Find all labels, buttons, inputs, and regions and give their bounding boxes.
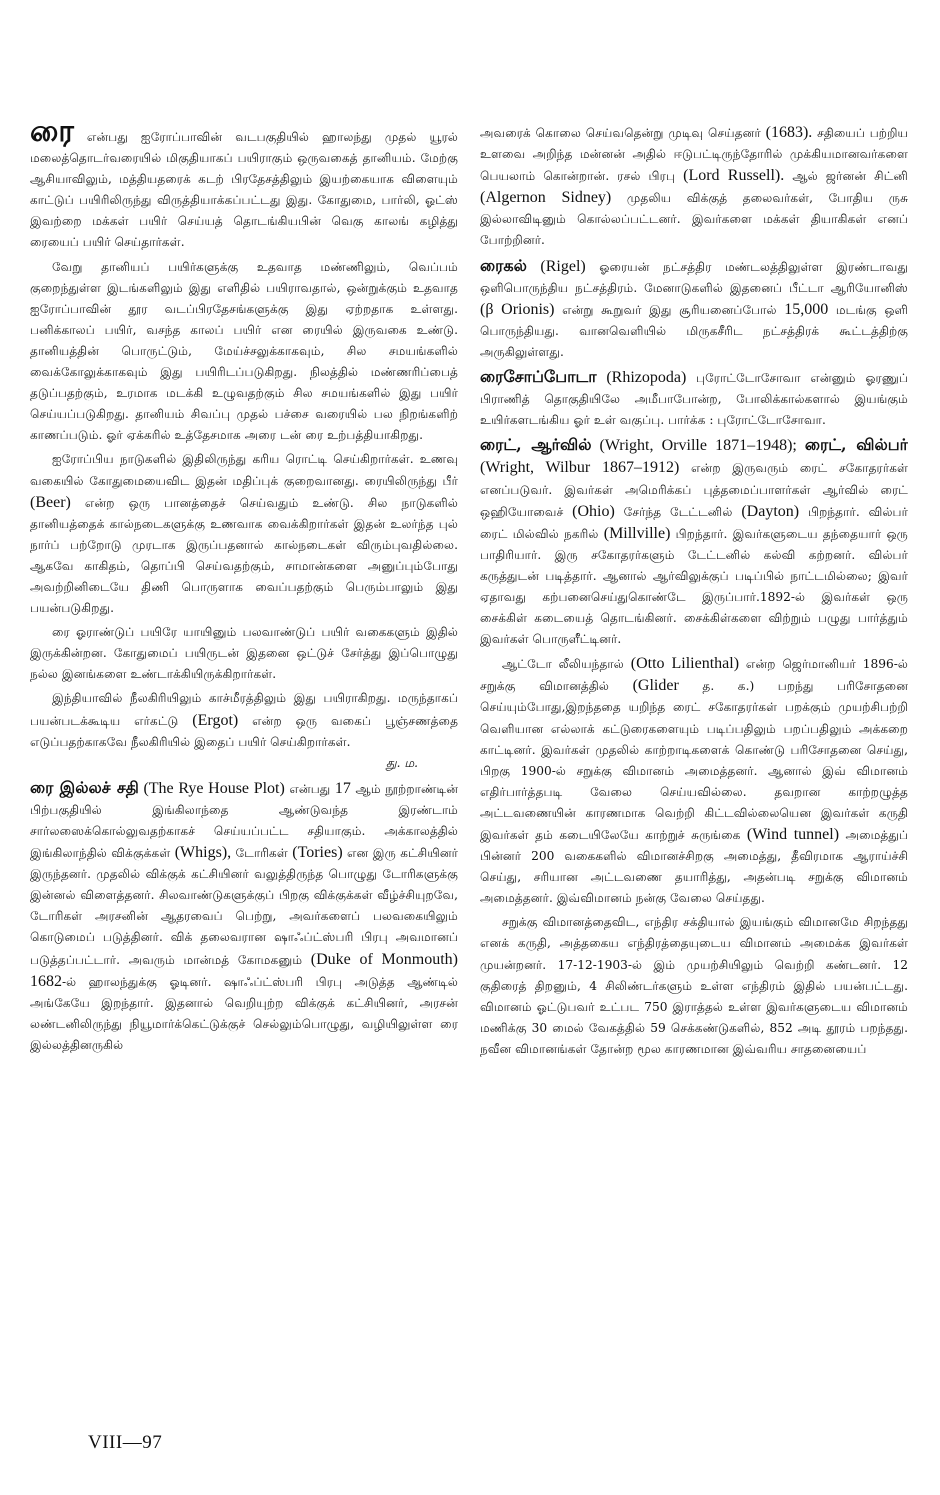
latin-term: (Ergot) (192, 711, 239, 729)
headword: ரைசோப்போடா (480, 367, 597, 387)
body-text: டோரிகள் (235, 846, 288, 861)
body-text: அவரைக் கொலை செய்வதென்று முடிவு செய்தனர் (480, 126, 761, 140)
body-text: -ல் ஹாலந்துக்கு ஓடினர். ஷாஃப்ட்ஸ்பரி பிரபு அடுத்த ஆண்டில் அங்கேயே இறந்தார். இதனால் வெறியுற்ற விக்குக் கட்சியினர், அரசன் லண்டனிலிருந்து நியூமார்க்கெட்டுக்குச் செல்லும்பொழுது, வழியிலுள்ள ரை இல்லத்தினருகில் (30, 974, 458, 1052)
headword: ரை (30, 122, 74, 149)
body-text: என இரு கட்சியினர் இருந்தனர். முதலில் விக்குக் கட்சியினர் வலுத்திருந்த பொழுது டோரிகளுக்கு இன்னல் விளைத்தனர். சிலவாண்டுகளுக்குப் பிறகு விக்குக்கள் வீழ்ச்சியுறவே, டோரிகள் அரசனின் ஆதரவைப் பெற்று, அவர்களைப் பலவகையிலும் கொடுமைப் படுத்தினர். விக் தலைவரான ஷாஃப்ட்ஸ்பரி பிரபு அவமானப் படுத்தப்பட்டார். அவரும் மான்மத் கோமகனும் (30, 846, 458, 967)
paragraph (30, 257, 458, 447)
headword: ரைகல் (480, 255, 527, 275)
body-text: முதலிய விக்குத் தலைவர்கள், போதிய ருசு இல்லாவிடினும் கொல்லப்பட்டனர். இவர்களை மக்கள் தியாகிகள் எனப் போற்றினர். (480, 191, 908, 248)
latin-term: (Wright, Orville 1871–1948); (599, 437, 797, 455)
latin-term: (Wind tunnel) (746, 826, 840, 843)
paragraph (30, 622, 458, 685)
body-text: புரோட்டோசோவா என்னும் ஓரணுப் பிராணித் தொகுதியிலே அமீபாபோன்ற, போலிக்கால்களால் இயங்கும் உயிர்களடங்கிய ஓர் உள் வகுப்பு. பார்க்க : புரோட்டோசோவா. (480, 371, 908, 428)
latin-term: (Lord Russell). (683, 167, 785, 185)
paragraph (480, 912, 908, 1060)
latin-term: (Dayton) (741, 502, 800, 520)
body-text: ஓரையன் நட்சத்திர மண்டலத்திலுள்ள இரண்டாவது ஒளிபொருந்திய நட்சத்திரம். மேனாடுகளில் இதனைப் பீட்டா ஆரியோனிஸ் (480, 259, 908, 295)
latin-term: (Rhizopoda) (606, 369, 687, 387)
body-text: என்ற ஒரு பானத்தைச் செய்வதும் உண்டு. சில நாடுகளில் தானியத்தைக் கால்நடைகளுக்கு உணவாக வைக்கிறார்கள் இதன் உலர்ந்த புல் நார்ப் பற்றோடு முரடாக இருப்பதனால் கால்நடைகள் விரும்புவதில்லை. ஆகவே காகிதம், தொப்பி செய்வதற்கும், சாமான்களை அனுப்பும்போது அவற்றினிடையே திணி பொருளாக வைப்பதற்கும் பெரும்பாலும் இது பயன்படுகிறது. (30, 495, 458, 616)
latin-term: (Wright, Wilbur 1867–1912) (480, 459, 680, 477)
entry-rigel (480, 255, 908, 363)
body-text: ஐரோப்பிய நாடுகளில் இதிலிருந்து கரிய ரொட்டி செய்கிறார்கள். உணவு வகையில் கோதுமையைவிட இதன் மதிப்புக் குறைவானது. ரையிலிருந்து பீர் (30, 452, 458, 488)
body-text: என்ற இருவரும் ரைட் சகோதரர்கள் எனப்படுவர். இவர்கள் அமெரிக்கப் புத்தமைப்பாளர்கள் ஆர்வில் ரைட் ஒஹியோவைச் (480, 461, 908, 519)
headword: ரை இல்லச் சதி (30, 777, 139, 797)
body-text: என்பது (289, 781, 331, 796)
number: 17 (334, 779, 351, 797)
latin-term: (Duke of Monmouth) 1682 (30, 950, 458, 990)
body-text: சறுக்கு விமானத்தைவிட, எந்திர சக்தியால் இயங்கும் விமானமே சிறந்தது எனக் கருதி, அத்தகைய எந்திரத்தையுடைய விமானம் அமைக்க இவர்கள் முயன்றனர். 17-12-1903-ல் இம் முயற்சியிலும் வெற்றி கண்டனர். 12 குதிரைத் திறனும், 4 சிலிண்டர்களும் உள்ள எந்திரம் இதில் பயன்பட்டது. விமானம் ஓட்டுபவர் உட்பட 750 இராத்தல் உள்ள இவர்களுடைய விமானம் மணிக்கு 30 மைல் வேகத்தில் 59 செக்கண்டுகளில், 852 அடி தூரம் பறந்தது. நவீன விமானங்கள் தோன்ற மூல காரணமான இவ்வரிய சாதனையைப் (480, 915, 908, 1056)
latin-term: (Otto Lilienthal) (630, 655, 740, 673)
body-text: பிறந்தார். இவர்களுடைய தந்தையார் ஒரு பாதிரியார். இரு சகோதரர்களும் டேட்டனில் கல்வி கற்றனர். வில்பர் கருத்துடன் படித்தார். ஆனால் ஆர்விலுக்குப் படிப்பில் நாட்டமில்லை; இவர் ஏதாவது கற்பனைசெய்துகொண்டே இருப்பார்.1892-ல் இவர்கள் ஒரு சைக்கிள் கடையைத் தொடங்கினர். சைக்கிள்களை விற்றும் பழுது பார்த்தும் இவர்கள் பொருளீட்டினர். (480, 526, 908, 647)
body-text: என்பது ஐரோப்பாவின் வடபகுதியில் ஹாலந்து முதல் யூரல் மலைத்தொடர்வரையில் மிகுதியாகப் பயிராகும் ஒருவகைத் தானியம். மேற்கு ஆசியாவிலும், மத்தியதரைக் கடற் பிரதேசத்திலும் இயற்கையாக விளையும் காட்டுப் பயிரிலிருந்து விருத்தியாக்கப்பட்டது இது. கோதுமை, பார்லி, ஓட்ஸ் இவற்றை மக்கள் பயிர் செய்யத் தொடங்கியபின் வெகு காலங் கழித்து ரையைப் பயிர் செய்தார்கள். (30, 130, 458, 250)
body-text: அமைத்துப் பின்னர் 200 வகைகளில் விமானச்சிறகு அமைத்து, தீவிரமாக ஆராய்ச்சி செய்து, சரியான அட்டவணை தயாரித்து, அதன்படி சறுக்கு விமானம் அமைத்தனர். இவ்விமானம் நன்கு வேலை செய்தது. (480, 828, 908, 906)
body-text: ஆம் நூற்றாண்டின் பிற்பகுதியில் இங்கிலாந்தை ஆண்டுவந்த இரண்டாம் சார்லஸைக்கொல்லுவதற்காகச் செய்யப்பட்ட சதியாகும். அக்காலத்தில் இங்கிலாந்தில் விக்குக்கள் (30, 781, 458, 861)
body-text: சதியைப் பற்றிய உளவை அறிந்த மன்னன் அதில் ஈடுபட்டிருந்தோரில் முக்கியமானவர்களை பெயலாம் கொன்றான். ரசல் பிரபு (480, 126, 908, 184)
body-text: இந்தியாவில் நீலகிரியிலும் காச்மீரத்திலும் இது பயிராகிறது. மருந்தாகப் பயன்படக்கூடிய எர்கட்டு (30, 691, 458, 728)
entry-rhizopoda (480, 366, 908, 431)
page-folio: VIII—97 (88, 1432, 163, 1453)
latin-term: (The Rye House Plot) (143, 779, 285, 797)
latin-term: (Glider (632, 677, 679, 695)
entry-wright-brothers (480, 434, 908, 650)
entry-rye-house-plot-continued (480, 122, 908, 252)
body-text: வேறு தானியப் பயிர்களுக்கு உதவாத மண்ணிலும், வெப்பம் குறைந்துள்ள இடங்களிலும் இது எளிதில் பயிராவதால், ஒன்றுக்கும் உதவாத ஐரோப்பாவின் தூர வடப்பிரதேசங்களுக்கு இது ஏற்றதாக உள்ளது. பனிக்காலப் பயிர், வசந்த காலப் பயிர் என ரையில் இருவகை உண்டு. தானியத்தின் பொருட்டும், மேய்ச்சலுக்காகவும், சில சமயங்களில் வைக்கோலுக்காகவும் இது பயிரிடப்படுகிறது. நிலத்தில் மண்ணரிப்பைத் தடுப்பதற்கும், உரமாக மடக்கி உழுவதற்கும் சில சமயங்களில் இது பயிர் செய்யப்படுகிறது. தானியம் சிவப்பு முதல் பச்சை வரையில் பல நிறங்களிற் காணப்படும். ஓர் ஏக்கரில் உத்தேசமாக அரை டன் ரை உற்பத்தியாகிறது. (30, 259, 458, 443)
paragraph (480, 653, 908, 909)
latin-term: (Beer) (30, 493, 71, 511)
author-signature: து. ம. (386, 755, 418, 770)
body-text: என்ற ஜெர்மானியர் 1896-ல் சறுக்கு விமானத்தில் (480, 657, 908, 694)
body-text: சேர்ந்த டேட்டனில் (623, 504, 733, 519)
body-text: என்ற ஒரு வகைப் பூஞ்சணத்தை எடுப்பதற்காகவே நீலகிரியில் இதைப் பயிர் செய்கிறார்கள். (30, 713, 458, 749)
right-column (480, 122, 908, 1422)
latin-term: (Algernon Sidney) (480, 189, 612, 207)
paragraph (30, 688, 458, 773)
latin-term: (Tories) (292, 844, 343, 862)
latin-term: (Millville) (603, 524, 671, 542)
body-text: ஆட்டோ லீலியந்தால் (502, 657, 624, 672)
latin-term: (β Orionis) (480, 300, 555, 318)
year: (1683). (765, 124, 813, 141)
body-text: த. க.) பறந்து பரிசோதனை செய்யும்போது,இறந்ததை யறிந்த ரைட் சகோதரர்கள் பறக்கும் முயற்சிபற்றி வெளியான எல்லாக் கட்டுரைகளையும் படிப்பதிலும் பறப்பதிலும் அக்கறை காட்டினர். இவர்கள் முதலில் காற்றாடிகளைக் கொண்டு பரிசோதனை செய்து, பிறகு 1900-ல் சறுக்கு விமானம் அமைத்தனர். ஆனால் இவ் விமானம் எதிர்பார்த்தபடி வேலை செய்யவில்லை. தவறான காற்றழுத்த அட்டவணையின் காரணமாக வெற்றி கிட்டவில்லையென இவர்கள் கருதி இவர்கள் தம் கடையிலேயே காற்றுச் சுருங்கை (480, 679, 908, 842)
headword: ரைட், வில்பர் (804, 435, 908, 455)
left-column (30, 122, 458, 1422)
body-text: ஆல் ஜர்னன் சிட்னி (792, 169, 908, 184)
latin-term: (Ohio) (572, 502, 615, 520)
body-text: மடங்கு ஒளி பொருந்தியது. வானவெளியில் மிருகசீரிட நட்சத்திரக் கூட்டத்திற்கு அருகிலுள்ளது. (480, 302, 908, 359)
entry-rye-house-plot (30, 777, 458, 1056)
number: 15,000 (784, 300, 829, 318)
body-text: ரை ஓராண்டுப் பயிரே யாயினும் பலவாண்டுப் பயிர் வகைகளும் இதில் இருக்கின்றன. கோதுமைப் பயிருடன் இதனை ஒட்டுச் சேர்த்து இப்பொழுது நல்ல இனங்களை உண்டாக்கியிருக்கிறார்கள். (30, 625, 458, 682)
latin-term: (Rigel) (540, 257, 586, 275)
latin-term: (Whigs), (174, 844, 232, 862)
headword: ரைட், ஆர்வில் (480, 435, 592, 455)
paragraph (30, 449, 458, 619)
body-text: என்று கூறுவர் இது சூரியனைப்போல் (562, 302, 777, 317)
body-text: பிறந்தார். வில்பர் ரைட் மில்வில் நகரில் (480, 504, 908, 541)
entry-rye (30, 122, 458, 254)
